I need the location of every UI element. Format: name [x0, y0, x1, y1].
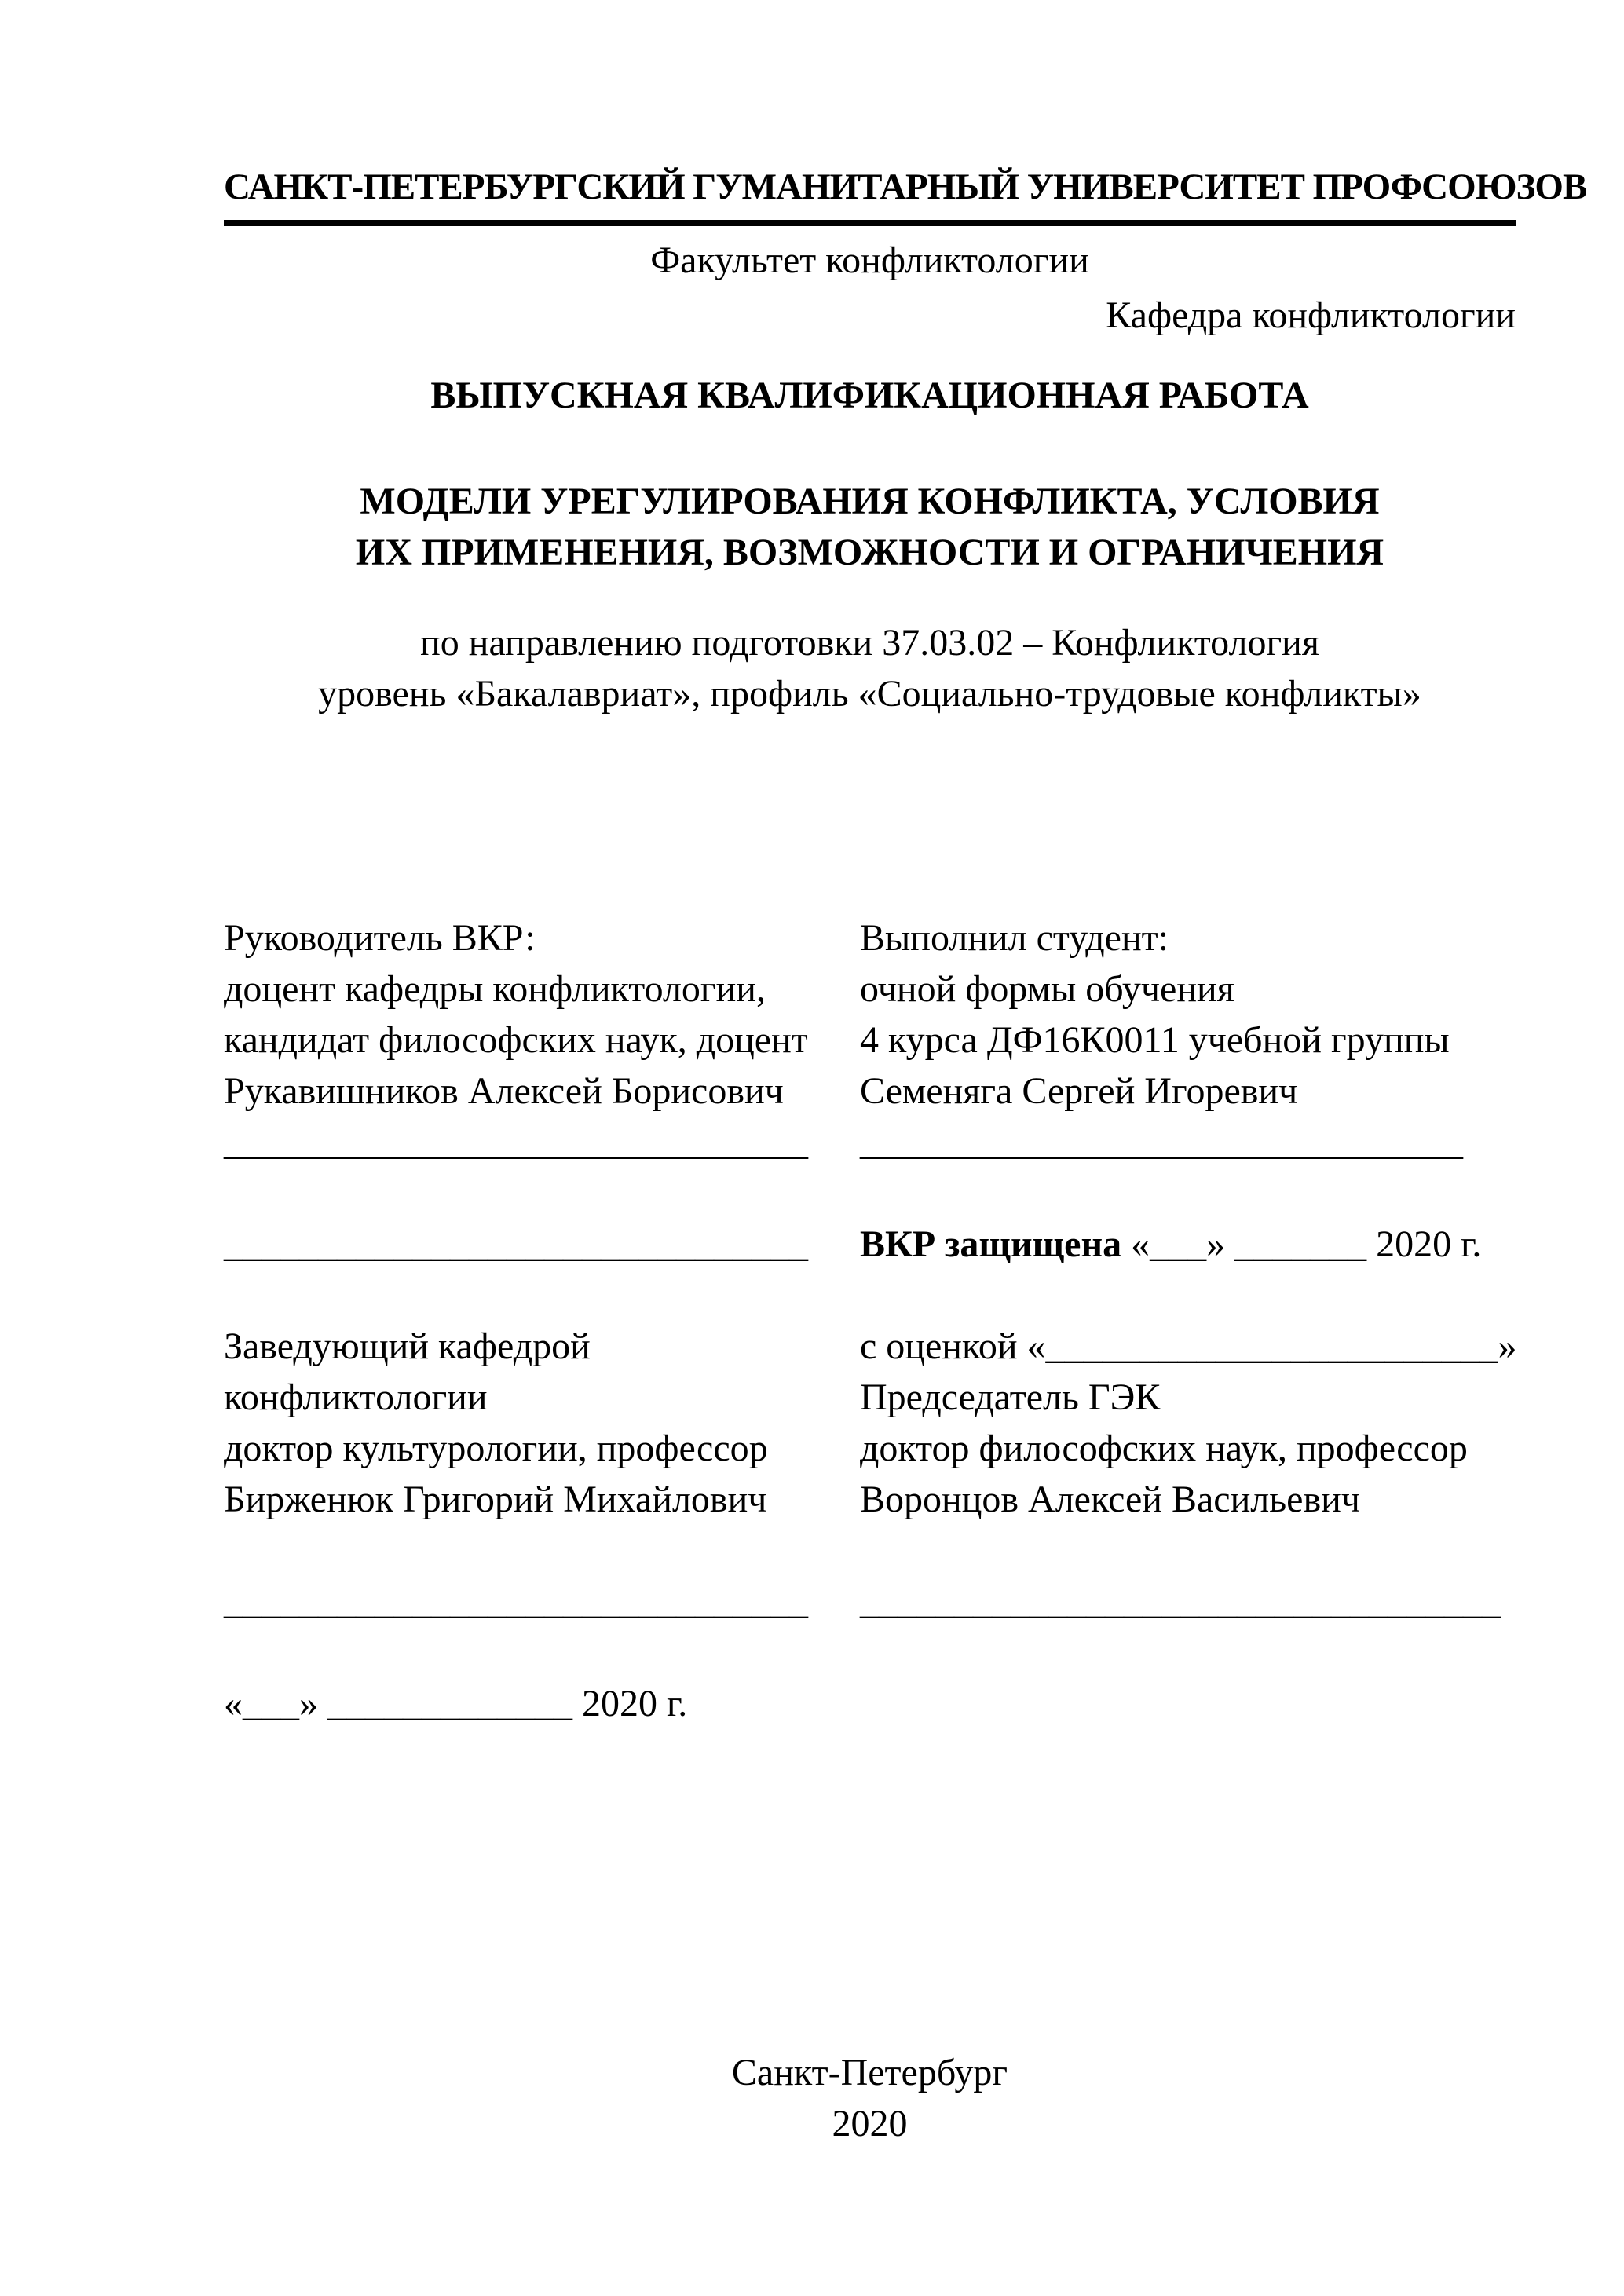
supervisor-degree: кандидат философских наук, доцент: [224, 1019, 808, 1061]
chairman-degree: доктор философских наук, профессор: [860, 1428, 1468, 1469]
head-signature-line: _______________________________: [224, 1581, 808, 1622]
chairman-signature-line: __________________________________: [860, 1581, 1501, 1622]
head-of-department-role-1: Заведующий кафедрой: [224, 1325, 591, 1367]
spacer: [860, 1168, 1516, 1219]
supervisor-role-label: Руководитель ВКР:: [224, 917, 536, 959]
grade-line: с оценкой «________________________»: [860, 1325, 1517, 1367]
student-name: Семеняга Сергей Игоревич: [860, 1070, 1298, 1112]
footer: [224, 2047, 1516, 2149]
page-content: [224, 0, 1587, 2149]
supervisor-signature-line-2: _______________________________: [224, 1223, 808, 1265]
spacer: [860, 1270, 1516, 1321]
spacer: [860, 1525, 1516, 1576]
signature-columns: [224, 912, 1516, 1729]
date-line: «___» _____________ 2020 г.: [224, 1683, 688, 1724]
supervisor-name: Рукавишников Алексей Борисович: [224, 1070, 784, 1112]
footer-city: Санкт-Петербург: [731, 2052, 1008, 2093]
spacer: [224, 1168, 805, 1219]
department-line: Кафедра конфликтологии: [1106, 294, 1516, 336]
supervisor-column: [224, 912, 808, 1729]
defended-date-blank: «___» _______ 2020 г.: [1121, 1223, 1482, 1265]
defended-label: ВКР защищена: [860, 1223, 1122, 1265]
program-line-2: уровень «Бакалавриат», профиль «Социально-трудовые конфликты»: [318, 673, 1421, 715]
student-signature-line: ________________________________: [860, 1121, 1463, 1163]
head-of-department-name: Бирженюк Григорий Михайлович: [224, 1479, 767, 1520]
thesis-title-line-1: МОДЕЛИ УРЕГУЛИРОВАНИЯ КОНФЛИКТА, УСЛОВИЯ: [360, 481, 1380, 522]
spacer: [224, 1525, 805, 1576]
student-column: [860, 912, 1516, 1729]
supervisor-position: доцент кафедры конфликтологии,: [224, 968, 766, 1010]
student-role-label: Выполнил студент:: [860, 917, 1169, 959]
university-name: САНКТ-ПЕТЕРБУРГСКИЙ ГУМАНИТАРНЫЙ УНИВЕРСИТЕТ ПРОФСОЮЗОВ: [224, 166, 1587, 207]
work-type-heading: ВЫПУСКНАЯ КВАЛИФИКАЦИОННАЯ РАБОТА: [430, 375, 1309, 416]
head-of-department-role-2: конфликтологии: [224, 1377, 488, 1418]
header-rule: [224, 220, 1516, 226]
student-study-form: очной формы обучения: [860, 968, 1234, 1010]
thesis-title-line-2: ИХ ПРИМЕНЕНИЯ, ВОЗМОЖНОСТИ И ОГРАНИЧЕНИЯ: [355, 532, 1384, 573]
student-group: 4 курса ДФ16К0011 учебной группы: [860, 1019, 1450, 1061]
defended-line: [860, 1219, 1516, 1270]
footer-year: 2020: [832, 2103, 908, 2144]
spacer: [224, 1270, 805, 1321]
spacer: [224, 1627, 805, 1678]
program-line-1: по направлению подготовки 37.03.02 – Конфликтология: [420, 622, 1319, 664]
program-info: [224, 617, 1516, 719]
chairman-role: Председатель ГЭК: [860, 1377, 1161, 1418]
faculty-line: Факультет конфликтологии: [650, 239, 1089, 281]
supervisor-signature-line: _______________________________: [224, 1121, 808, 1163]
thesis-title: [224, 476, 1516, 578]
chairman-name: Воронцов Алексей Васильевич: [860, 1479, 1360, 1520]
head-of-department-degree: доктор культурологии, профессор: [224, 1428, 768, 1469]
